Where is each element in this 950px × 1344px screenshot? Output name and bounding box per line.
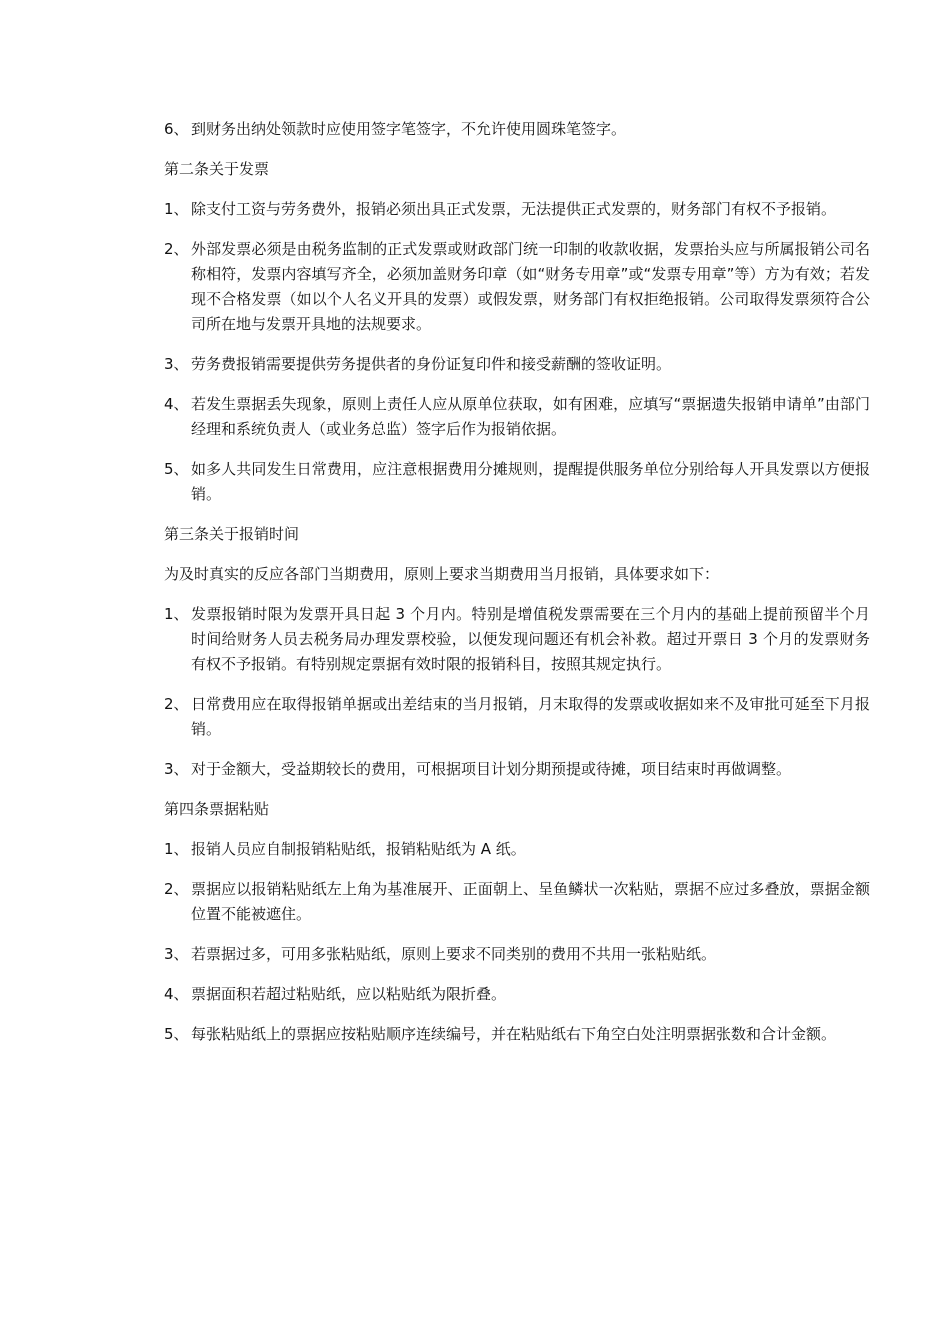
list-item-number: 1、 — [164, 605, 189, 623]
list-item — [164, 942, 870, 967]
list-item-text: 发票报销时限为发票开具日起 3 个月内。特别是增值税发票需要在三个月内的基础上提前预留半个月时间给财务人员去税务局办理发票校验，以便发现问题还有机会补救。超过开票日 3 个月的发票财务有权不予报销。有特别规定票据有效时限的报销科目，按照其规定执行。 — [191, 605, 870, 673]
list-item-text: 票据面积若超过粘贴纸，应以粘贴纸为限折叠。 — [191, 985, 507, 1003]
section-heading: 第四条票据粘贴 — [164, 800, 270, 818]
list-item-number: 3、 — [164, 355, 189, 373]
list-item-number: 2、 — [164, 240, 189, 258]
list-item — [164, 757, 870, 782]
list-item-text: 劳务费报销需要提供劳务提供者的身份证复印件和接受薪酬的签收证明。 — [191, 355, 672, 373]
list-item — [164, 1022, 870, 1047]
list-item-number: 1、 — [164, 200, 189, 218]
list-item-number: 2、 — [164, 695, 189, 713]
list-item-number: 3、 — [164, 760, 189, 778]
list-item-text: 若发生票据丢失现象，原则上责任人应从原单位获取，如有困难，应填写“票据遗失报销申请单”由部门经理和系统负责人（或业务总监）签字后作为报销依据。 — [191, 395, 870, 438]
list-item-text: 票据应以报销粘贴纸左上角为基准展开、正面朝上、呈鱼鳞状一次粘贴，票据不应过多叠放，票据金额位置不能被遮住。 — [191, 880, 870, 923]
list-item — [164, 117, 870, 142]
list-item — [164, 457, 870, 507]
list-item-number: 4、 — [164, 985, 189, 1003]
list-item-text: 到财务出纳处领款时应使用签字笔签字，不允许使用圆珠笔签字。 — [191, 120, 627, 138]
list-item — [164, 837, 870, 862]
section-heading: 第三条关于报销时间 — [164, 525, 300, 543]
list-item-text: 对于金额大，受益期较长的费用，可根据项目计划分期预提或待摊，项目结束时再做调整。 — [191, 760, 792, 778]
paragraph: 为及时真实的反应各部门当期费用，原则上要求当期费用当月报销，具体要求如下： — [164, 565, 720, 583]
list-item — [164, 237, 870, 337]
list-item-text: 如多人共同发生日常费用，应注意根据费用分摊规则，提醒提供服务单位分别给每人开具发票以方便报销。 — [191, 460, 870, 503]
list-item-text: 若票据过多，可用多张粘贴纸，原则上要求不同类别的费用不共用一张粘贴纸。 — [191, 945, 717, 963]
list-item-number: 1、 — [164, 840, 189, 858]
list-item-number: 5、 — [164, 460, 189, 478]
document-body — [164, 117, 870, 1062]
list-item — [164, 602, 870, 677]
list-item — [164, 692, 870, 742]
list-item — [164, 982, 870, 1007]
list-item-text: 报销人员应自制报销粘贴纸，报销粘贴纸为 A 纸。 — [191, 840, 526, 858]
list-item-text: 外部发票必须是由税务监制的正式发票或财政部门统一印制的收款收据，发票抬头应与所属报销公司名称相符，发票内容填写齐全，必须加盖财务印章（如“财务专用章”或“发票专用章”等）方为有效；若发现不合格发票（如以个人名义开具的发票）或假发票，财务部门有权拒绝报销。公司取得发票须符合公司所在地与发票开具地的法规要求。 — [191, 240, 870, 333]
list-item-number: 2、 — [164, 880, 189, 898]
list-item-text: 日常费用应在取得报销单据或出差结束的当月报销，月末取得的发票或收据如来不及审批可延至下月报销。 — [191, 695, 870, 738]
list-item-number: 5、 — [164, 1025, 189, 1043]
list-item-text: 每张粘贴纸上的票据应按粘贴顺序连续编号，并在粘贴纸右下角空白处注明票据张数和合计金额。 — [191, 1025, 837, 1043]
list-item — [164, 392, 870, 442]
list-item-number: 6、 — [164, 120, 189, 138]
section-heading: 第二条关于发票 — [164, 160, 270, 178]
list-item — [164, 352, 870, 377]
list-item — [164, 877, 870, 927]
list-item-number: 4、 — [164, 395, 189, 413]
list-item-text: 除支付工资与劳务费外，报销必须出具正式发票，无法提供正式发票的，财务部门有权不予报销。 — [191, 200, 837, 218]
list-item-number: 3、 — [164, 945, 189, 963]
list-item — [164, 197, 870, 222]
